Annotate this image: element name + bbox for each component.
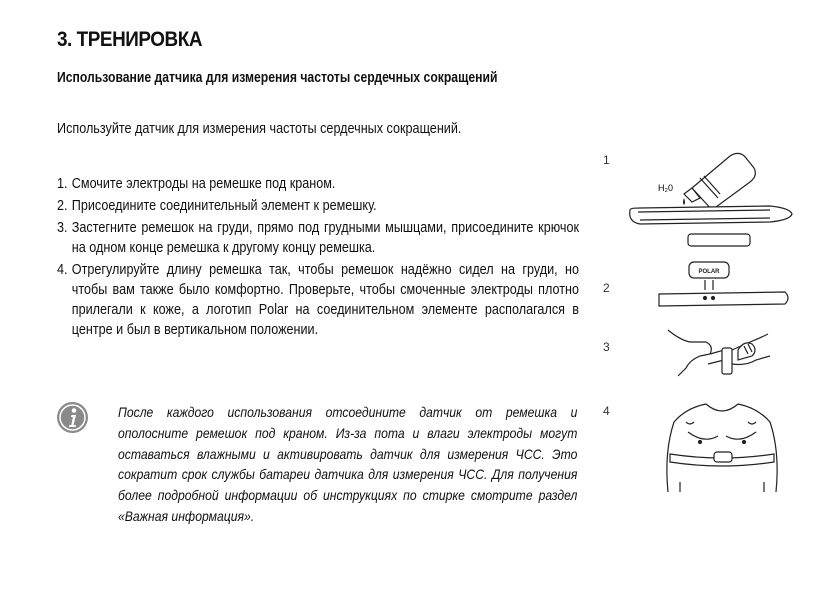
figure-number: 3: [603, 340, 610, 354]
figure-number: 2: [603, 281, 610, 295]
figure-attach-connector: [655, 258, 795, 316]
water-bottle: [684, 153, 755, 210]
step-item: 4. Отрегулируйте длину ремешка так, чтобы ремешок надёжно сидел на груди, но чтобы вам также было комфортно. Проверьте, чтобы смоченные электроды плотно прилегали к коже, а логотип Polar на соединительном элементе располагался в центре и был в вертикальном положении.: [57, 262, 579, 338]
figure-torso-strap: [660, 392, 785, 494]
figure-wet-strap: [620, 148, 800, 253]
polar-logo-label: POLAR: [698, 269, 720, 275]
step-text: Отрегулируйте длину ремешка так, чтобы ремешок надёжно сидел на груди, но чтобы вам также было комфортно. Проверьте, чтобы смоченные электроды плотно прилегали к коже, а логотип Polar на соединительном элементе располагался в центре и был в вертикальном положении.: [71, 262, 579, 338]
step-text: Застегните ремешок на груди, прямо под грудными мышцами, присоедините крючок на одном конце ремешка к другому концу ремешка.: [71, 220, 579, 256]
step-text: Присоедините соединительный элемент к ремешку.: [71, 198, 377, 214]
figure-number: 1: [603, 153, 610, 167]
section-title: Использование датчика для измерения частоты сердечных сокращений: [57, 70, 498, 86]
steps-list: [57, 174, 579, 342]
step-item: 1. Смочите электроды на ремешке под краном.: [57, 176, 336, 192]
figure-fasten-strap: [660, 320, 780, 382]
strap: [630, 206, 792, 246]
step-item: 2. Присоедините соединительный элемент к ремешку.: [57, 198, 377, 214]
figure-number: 4: [603, 404, 610, 418]
chapter-title: 3. ТРЕНИРОВКА: [57, 28, 203, 51]
strap: [659, 292, 788, 306]
info-icon: [56, 401, 89, 434]
note-text: После каждого использования отсоедините датчик от ремешка и ополосните ремешок под краном. Из-за пота и влаги электроды могут оставаться влажными и активировать датчик для измерения ЧСС. Это сократит срок службы батареи датчика для измерения ЧСС. Для получения более подробной информации об инструкциях по стирке смотрите раздел «Важная информация».: [118, 404, 578, 524]
connector: [714, 452, 732, 462]
h2o-label: H₂0: [658, 183, 673, 193]
intro-text: Используйте датчик для измерения частоты сердечных сокращений.: [57, 121, 462, 137]
step-item: 3. Застегните ремешок на груди, прямо под грудными мышцами, присоедините крючок на одном конце ремешка к другому концу ремешка.: [57, 220, 579, 256]
step-text: Смочите электроды на ремешке под краном.: [71, 176, 336, 192]
